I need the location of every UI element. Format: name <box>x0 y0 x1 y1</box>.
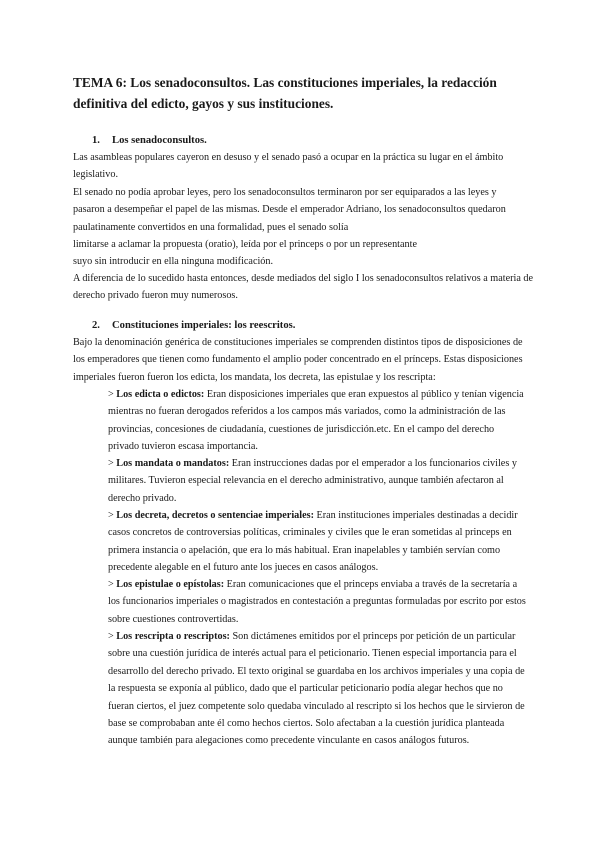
section-title: Los senadoconsultos. <box>112 135 207 146</box>
list-item <box>108 576 526 628</box>
item-prefix: > <box>108 579 117 590</box>
item-term: Los rescripta o rescriptos: <box>116 631 230 642</box>
item-text: Eran disposiciones imperiales que eran expuestos al público y tenían vigencia mientras no fueran derogados referidos a los campos más variados, como la administración de las provincias, concesiones de ciudadanía, cuestiones de jurisdicción.etc. En el campo del derecho privado tuvieron escasa importancia. <box>108 389 524 453</box>
section-1-heading <box>92 133 207 149</box>
item-text: Son dictámenes emitidos por el princeps por petición de un particular sobre una cuestión jurídica de interés actual para el peticionario. Tienen especial importancia para el desarrollo del derecho privado. El texto original se guardaba en los archivos imperiales y una copia de la respuesta se exponía al público, dado que el particular peticionario podía alegar hechos que no fueran ciertos, el juez competente solo quedaba vinculado al rescripto si los hechos que le sirvieron de base se comprobaban ante él como hechos ciertos. Solo afectaban a la cuestión jurídica planteada aunque también para alegaciones como precedente vinculante en casos análogos futuros. <box>108 631 525 747</box>
list-item <box>108 386 526 456</box>
item-text: Eran comunicaciones que el princeps enviaba a través de la secretaría a los funcionarios imperiales o magistrados en contestación a preguntas formuladas por escrito por estos sobre cuestiones controvertidas. <box>108 579 526 625</box>
item-text: Eran instrucciones dadas por el emperador a los funcionarios civiles y militares. Tuvieron especial relevancia en el derecho administrativo, aunque también afectaron al derecho privado. <box>108 458 517 504</box>
item-prefix: > <box>108 458 117 469</box>
list-item <box>108 455 526 507</box>
paragraph: A diferencia de lo sucedido hasta entonces, desde mediados del siglo I los senadoconsultos relativos a materia de derecho privado fueron muy numerosos. <box>73 273 533 302</box>
item-prefix: > <box>108 631 117 642</box>
section-number: 2. <box>92 320 100 331</box>
item-text: Eran instituciones imperiales destinadas a decidir casos concretos de controversias políticas, criminales y civiles que le eran sometidas al princeps en primera instancia o apelación, que era lo más habitual. Eran inapelables y también servían como precedente alegable en el futuro ante los jueces en casos análogos. <box>108 510 518 574</box>
item-prefix: > <box>108 510 117 521</box>
item-prefix: > <box>108 389 117 400</box>
paragraph: El senado no podía aprobar leyes, pero los senadoconsultos terminaron por ser equiparados a las leyes y pasaron a desempeñar el papel de las mismas. Desde el emperador Adriano, los senadoconsultos quedaron paulatinamente convertidos en una formalidad, pues el senado solía <box>73 187 506 233</box>
list-item <box>108 628 526 750</box>
paragraph: limitarse a aclamar la propuesta (oratio), leída por el princeps o por un representante suyo sin introducir en ella ninguna modificación. <box>73 239 417 268</box>
item-term: Los edicta o edictos: <box>116 389 205 400</box>
item-term: Los mandata o mandatos: <box>116 458 230 469</box>
paragraph: Bajo la denominación genérica de constituciones imperiales se comprenden distintos tipos de disposiciones de los emperadores que tienen como fundamento el amplio poder concentrado en el prínceps. Estas disposiciones imperiales fueron fueron los edicta, los mandata, los decreta, las epistulae y los rescripta: <box>73 337 523 383</box>
item-term: Los epistulae o epístolas: <box>116 579 225 590</box>
paragraph: Las asambleas populares cayeron en desuso y el senado pasó a ocupar en la práctica su lugar en el ámbito legislativo. <box>73 152 504 181</box>
item-term: Los decreta, decretos o sentenciae imperiales: <box>116 510 314 521</box>
list-item <box>108 507 526 577</box>
section-2-heading <box>92 318 295 334</box>
section-number: 1. <box>92 135 100 146</box>
document-title: TEMA 6: Los senadoconsultos. Las constituciones imperiales, la redacción definitiva del edicto, gayos y sus instituciones. <box>73 75 497 111</box>
section-title: Constituciones imperiales: los reescritos. <box>112 320 296 331</box>
